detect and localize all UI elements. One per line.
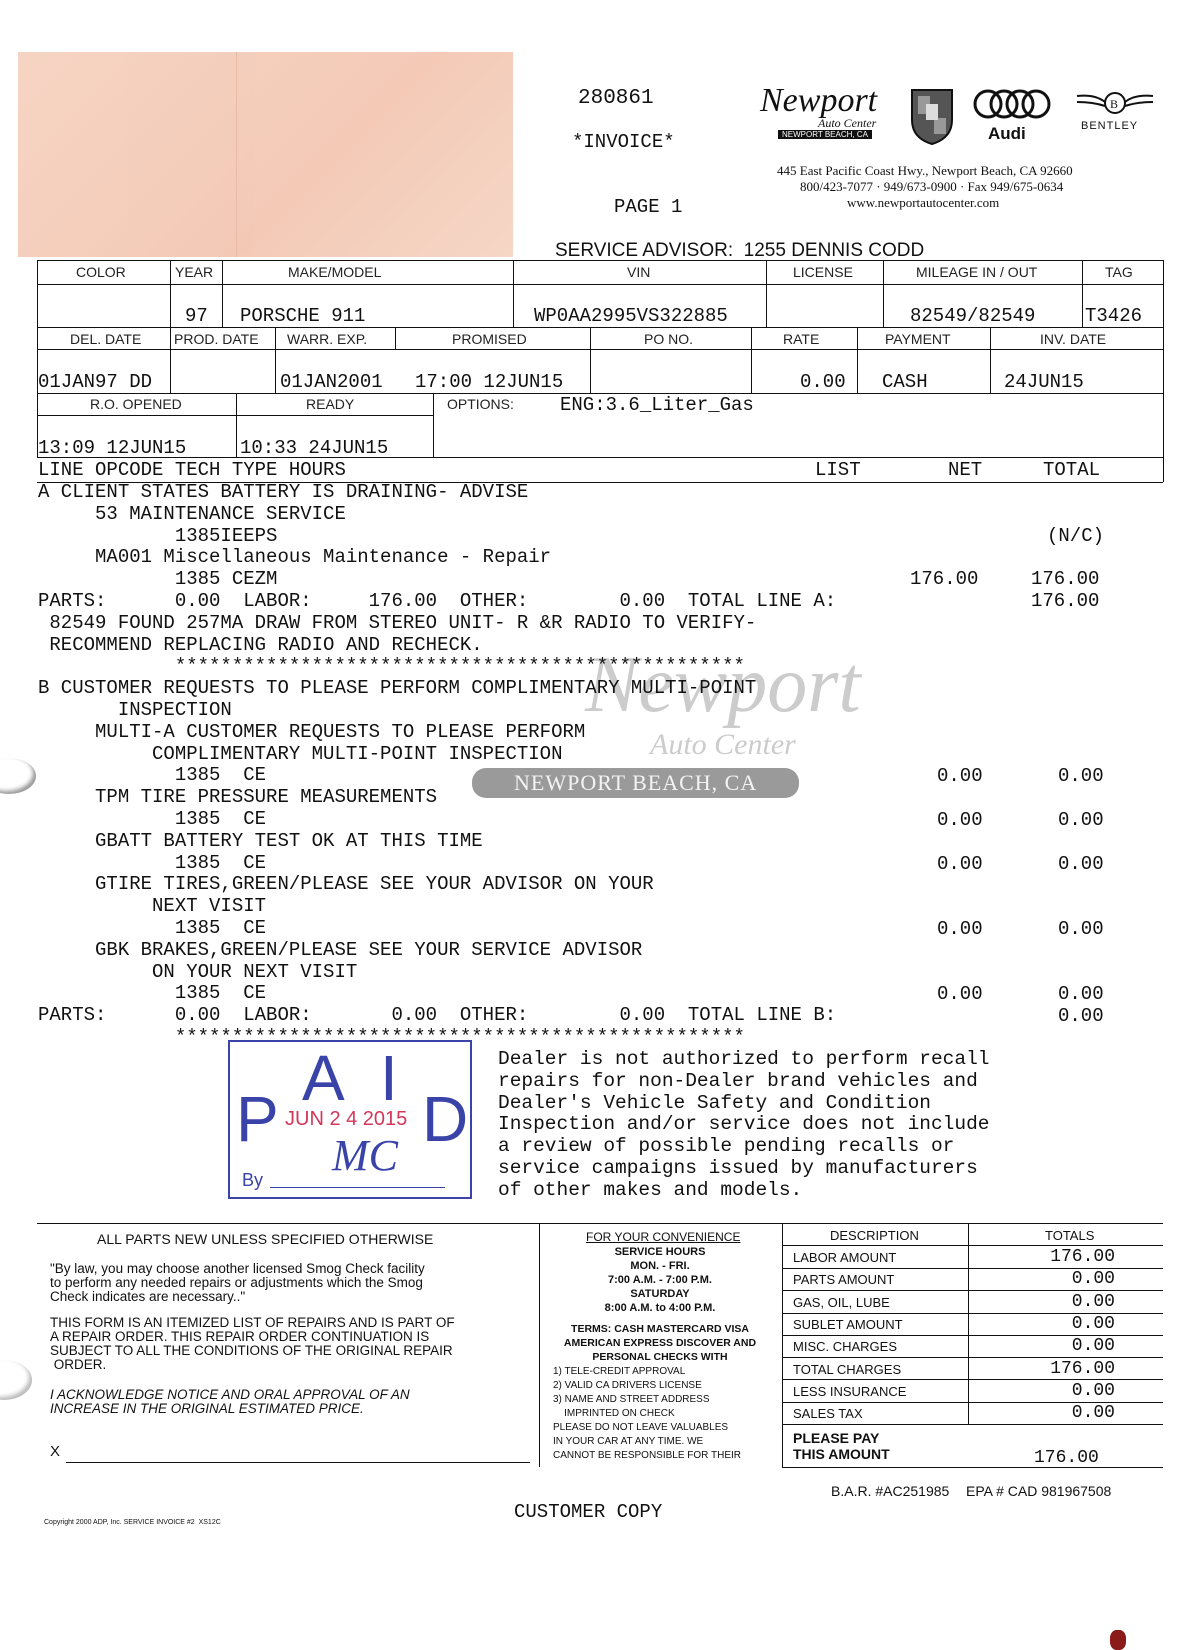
line-item-text: 1385 CE xyxy=(38,851,267,874)
line-item-text: INSPECTION xyxy=(38,699,232,721)
stamp-a: A xyxy=(302,1042,345,1114)
watermark-sub: Auto Center xyxy=(650,728,796,761)
ro-opened: 13:09 12JUN15 xyxy=(38,437,187,459)
line-item-text: A CLIENT STATES BATTERY IS DRAINING- ADVISE xyxy=(38,481,529,503)
line-a-sum: 176.00 xyxy=(1031,590,1100,612)
lines-header-list: LIST xyxy=(815,459,861,481)
hdr-rate: RATE xyxy=(783,331,820,347)
line-item-text: GBATT BATTERY TEST OK AT THIS TIME xyxy=(38,829,483,852)
rate: 0.00 xyxy=(800,371,846,393)
line-a-list: 176.00 xyxy=(910,568,979,590)
hdr-inv-date: INV. DATE xyxy=(1040,331,1107,347)
totals-value: 176.00 xyxy=(1050,1358,1115,1379)
invoice-number: 280861 xyxy=(578,87,654,110)
b-total: 0.00 xyxy=(1058,983,1104,1005)
audi-rings-icon xyxy=(972,86,1054,122)
vehicle-mileage: 82549/82549 xyxy=(910,305,1036,327)
line-item-text: ************************************************** xyxy=(38,1026,745,1048)
b-total: 0.00 xyxy=(1058,809,1104,831)
stamp-i: I xyxy=(380,1042,398,1114)
dealer-logo-city: NEWPORT BEACH, CA xyxy=(778,130,872,139)
signature-x: X xyxy=(50,1443,61,1460)
b-net: 0.00 xyxy=(937,765,983,787)
hdr-warr-exp: WARR. EXP. xyxy=(287,331,368,347)
line-b-sum: 0.00 xyxy=(1058,1005,1104,1027)
stamp-initials: MC xyxy=(332,1131,398,1180)
totals-value: 0.00 xyxy=(1071,1336,1115,1357)
service-hours: SERVICE HOURS MON. - FRI. 7:00 A.M. - 7:00 P.M. SATURDAY 8:00 A.M. to 4:00 P.M. xyxy=(604,1246,716,1314)
line-item-text: MULTI-A CUSTOMER REQUESTS TO PLEASE PERFORM xyxy=(38,720,586,743)
dealer-logo-sub: Auto Center xyxy=(818,116,877,130)
b-net: 0.00 xyxy=(937,918,983,940)
bar-number: B.A.R. #AC251985 xyxy=(831,1483,950,1499)
totals-header: TOTALS xyxy=(1045,1228,1095,1243)
recall-notice: Dealer is not authorized to perform recall repairs for non-Dealer brand vehicles and Dealer's Vehicle Safety and Condition Inspection and/or service does not include a review of possible pending recalls or service campaigns issued by manufacturers of other makes and models. xyxy=(498,1048,990,1201)
signature-line[interactable] xyxy=(66,1462,530,1463)
convenience-title: FOR YOUR CONVENIENCE xyxy=(586,1230,741,1244)
lines-header-total: TOTAL xyxy=(1043,459,1101,481)
line-item-text: PARTS: 0.00 LABOR: 176.00 OTHER: 0.00 TOTAL LINE A: xyxy=(38,590,837,612)
itemized-notice: THIS FORM IS AN ITEMIZED LIST OF REPAIRS AND IS PART OF A REPAIR ORDER. THIS REPAIR ORDER CONTINUATION IS SUBJECT TO ALL THE CONDITIONS OF THE ORIGINAL REPAIR ORDER. xyxy=(50,1315,455,1372)
hdr-make: MAKE/MODEL xyxy=(288,264,382,280)
hdr-prod-date: PROD. DATE xyxy=(174,331,259,347)
hdr-color: COLOR xyxy=(76,264,126,280)
b-total: 0.00 xyxy=(1058,853,1104,875)
page-number: PAGE 1 xyxy=(614,196,683,218)
line-item-text: PARTS: 0.00 LABOR: 0.00 OTHER: 0.00 TOTAL LINE B: xyxy=(38,1004,837,1027)
totals-label: MISC. CHARGES xyxy=(793,1339,898,1355)
line-item-text: 82549 FOUND 257MA DRAW FROM STEREO UNIT- R &R RADIO TO VERIFY- xyxy=(38,611,757,634)
please-pay-value: 176.00 xyxy=(1034,1448,1099,1468)
line-item-text: 1385IEEPS xyxy=(38,524,278,547)
totals-value: 176.00 xyxy=(1050,1247,1115,1267)
please-pay-label: PLEASE PAY THIS AMOUNT xyxy=(793,1430,890,1462)
hdr-po: PO NO. xyxy=(644,331,694,347)
line-item-text: 1385 CE xyxy=(38,917,267,939)
punch-hole-icon xyxy=(0,1360,32,1400)
acknowledge-notice: I ACKNOWLEDGE NOTICE AND ORAL APPROVAL OF AN INCREASE IN THE ORIGINAL ESTIMATED PRICE. xyxy=(50,1387,410,1416)
line-item-text: COMPLIMENTARY MULTI-POINT INSPECTION xyxy=(38,742,563,765)
edge-mark xyxy=(1110,1630,1126,1650)
punch-hole-icon xyxy=(0,758,36,794)
line-item-text: 1385 CE xyxy=(38,982,267,1005)
line-item-text: B CUSTOMER REQUESTS TO PLEASE PERFORM COMPLIMENTARY MULTI-POINT xyxy=(38,677,757,700)
line-item-text: 1385 CE xyxy=(38,764,267,787)
stamp-p: P xyxy=(236,1083,279,1155)
totals-label: GAS, OIL, LUBE xyxy=(793,1294,890,1310)
totals-label: LESS INSURANCE xyxy=(793,1383,907,1399)
dealer-address: 445 East Pacific Coast Hwy., Newport Beach, CA 92660 xyxy=(777,163,1073,178)
line-item-text: MA001 Miscellaneous Maintenance - Repair xyxy=(38,546,552,569)
line-item-text: TPM TIRE PRESSURE MEASUREMENTS xyxy=(38,786,438,809)
vehicle-vin: WP0AA2995VS322885 xyxy=(534,305,728,327)
line-item-text: NEXT VISIT xyxy=(38,895,267,918)
watermark-city: NEWPORT BEACH, CA xyxy=(472,768,799,798)
hdr-promised: PROMISED xyxy=(452,331,527,347)
line-item-text: GTIRE TIRES,GREEN/PLEASE SEE YOUR ADVISOR ON YOUR xyxy=(38,873,654,896)
b-net: 0.00 xyxy=(937,853,983,875)
totals-label: SUBLET AMOUNT xyxy=(793,1316,903,1332)
totals-value: 0.00 xyxy=(1071,1269,1115,1290)
vehicle-tag: T3426 xyxy=(1085,305,1143,327)
totals-label: LABOR AMOUNT xyxy=(793,1250,897,1265)
lines-header-net: NET xyxy=(948,459,983,481)
service-advisor: SERVICE ADVISOR: 1255 DENNIS CODD xyxy=(555,240,925,261)
line-item-text: 1385 CEZM xyxy=(38,568,278,591)
del-date: 01JAN97 DD xyxy=(38,371,153,393)
epa-number: EPA # CAD 981967508 xyxy=(966,1483,1112,1499)
totals-value: 0.00 xyxy=(1071,1313,1115,1334)
lines-header: LINE OPCODE TECH TYPE HOURS xyxy=(38,459,346,481)
warr-exp: 01JAN2001 xyxy=(280,371,383,393)
totals-value: 0.00 xyxy=(1071,1403,1115,1424)
options: ENG:3.6_Liter_Gas xyxy=(560,394,754,416)
stamp-d: D xyxy=(422,1083,469,1155)
stamp-date: JUN 2 4 2015 xyxy=(285,1108,408,1130)
svg-text:B: B xyxy=(1110,97,1119,111)
hdr-payment: PAYMENT xyxy=(885,331,951,347)
smog-notice: "By law, you may choose another licensed Smog Check facility to perform any needed repairs or adjustments which the Smog Check indicates are necessary.." xyxy=(50,1261,425,1304)
line-item-text: ON YOUR NEXT VISIT xyxy=(38,960,358,983)
totals-label: SALES TAX xyxy=(793,1406,863,1422)
dealer-website[interactable]: www.newportautocenter.com xyxy=(847,195,1000,210)
totals-label: PARTS AMOUNT xyxy=(793,1272,895,1288)
desc-header: DESCRIPTION xyxy=(830,1228,919,1243)
hdr-vin: VIN xyxy=(627,264,651,280)
all-parts-new: ALL PARTS NEW UNLESS SPECIFIED OTHERWISE xyxy=(97,1231,434,1247)
paid-stamp xyxy=(228,1040,472,1199)
hdr-tag: TAG xyxy=(1105,264,1133,280)
stamp-by: By xyxy=(242,1170,264,1190)
totals-value: 0.00 xyxy=(1071,1291,1115,1312)
payment: CASH xyxy=(882,371,928,393)
bentley-wings-icon xyxy=(1075,88,1155,118)
bentley-wordmark: BENTLEY xyxy=(1081,120,1139,132)
b-net: 0.00 xyxy=(937,809,983,831)
dealer-phones: 800/423-7077 · 949/673-0900 · Fax 949/675-0634 xyxy=(800,179,1064,194)
ro-ready: 10:33 24JUN15 xyxy=(240,437,389,459)
payment-terms: TERMS: CASH MASTERCARD VISA AMERICAN EXPRESS DISCOVER AND PERSONAL CHECKS WITH xyxy=(563,1323,757,1363)
b-total: 0.00 xyxy=(1058,918,1104,940)
hdr-options: OPTIONS: xyxy=(447,396,514,412)
hdr-del-date: DEL. DATE xyxy=(70,331,142,347)
nc-amount: (N/C) xyxy=(1047,525,1105,547)
vehicle-make: PORSCHE 911 xyxy=(240,305,366,327)
line-item-text: 1385 CE xyxy=(38,808,267,830)
totals-label: TOTAL CHARGES xyxy=(793,1361,902,1377)
hdr-ready: READY xyxy=(306,396,355,412)
line-item-text: 53 MAINTENANCE SERVICE xyxy=(38,502,346,525)
b-net: 0.00 xyxy=(937,983,983,1005)
hdr-license: LICENSE xyxy=(793,264,853,280)
totals-value: 0.00 xyxy=(1071,1380,1115,1401)
terms-list: 1) TELE-CREDIT APPROVAL 2) VALID CA DRIVERS LICENSE 3) NAME AND STREET ADDRESS IMPRINTED ON CHECK PLEASE DO NOT LEAVE VALUABLES IN YOUR CAR AT ANY TIME. WE CANNOT BE RESPONSIBLE FOR THEIR xyxy=(553,1366,742,1461)
sticker-note xyxy=(18,52,513,257)
dealer-logo: Newport xyxy=(760,82,878,119)
audi-wordmark: Audi xyxy=(988,124,1026,143)
line-item-text: ************************************************** xyxy=(38,655,745,678)
hdr-mileage: MILEAGE IN / OUT xyxy=(916,264,1038,280)
line-item-text: GBK BRAKES,GREEN/PLEASE SEE YOUR SERVICE ADVISOR xyxy=(38,938,643,961)
copyright: Copyright 2000 ADP, Inc. SERVICE INVOICE #2 XS12C xyxy=(44,1519,221,1526)
watermark-logo: Newport xyxy=(585,641,861,729)
hdr-ro-opened: R.O. OPENED xyxy=(90,396,182,412)
invoice-label: *INVOICE* xyxy=(572,131,675,153)
porsche-crest-icon xyxy=(908,86,956,146)
hdr-year: YEAR xyxy=(175,264,214,280)
line-a-total: 176.00 xyxy=(1031,568,1100,590)
line-item-text: RECOMMEND REPLACING RADIO AND RECHECK. xyxy=(38,633,483,656)
promised: 17:00 12JUN15 xyxy=(415,371,564,393)
vehicle-year: 97 xyxy=(185,305,208,327)
customer-copy: CUSTOMER COPY xyxy=(514,1501,663,1523)
b-total: 0.00 xyxy=(1058,765,1104,787)
inv-date: 24JUN15 xyxy=(1004,371,1084,393)
